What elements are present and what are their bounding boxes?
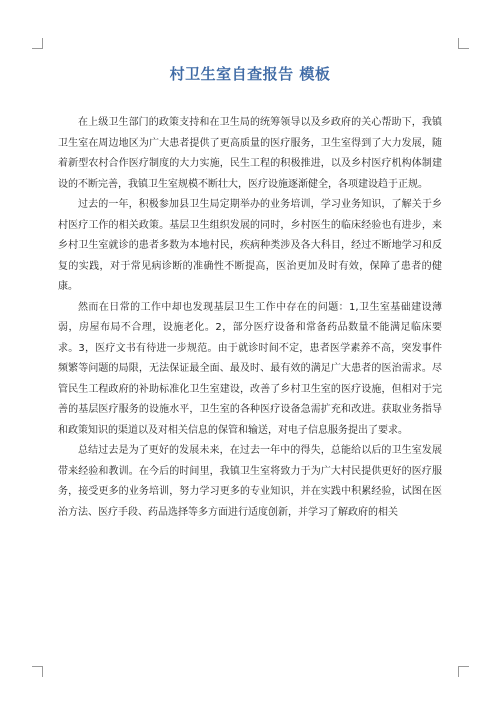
document-body <box>58 113 442 683</box>
crop-mark-bottom-right <box>458 666 469 677</box>
document-title: 村卫生室自查报告 模板 <box>169 65 331 83</box>
paragraph-3: 然而在日常的工作中却也发现基层卫生工作中存在的问题：1,卫生室基础建设薄弱，房屋布局不合理，设施老化。2，部分医疗设备和常备药品数量不能满足临床要求。3，医疗文书有待进一步规范。由于就诊时间不定，患者医学素养不高，突发事件频繁等问题的局限，无法保证最全面、最及时、最有效的满足广大患者的医治需求。尽管民生工程政府的补助标准化卫生室建设，改善了乡村卫生室的医疗设施，但相对于完善的基层医疗服务的设施水平，卫生室的各种医疗设备急需扩充和改进。获取业务指导和政策知识的渠道以及对相关信息的保管和输送，对电子信息服务提出了要求。 <box>58 301 442 436</box>
paragraph-4: 总结过去是为了更好的发展未来，在过去一年中的得失，总能给以后的卫生室发展带来经验和教训。在今后的时间里，我镇卫生室将致力于为广大村民提供更好的医疗服务，接受更多的业务培训，努力学习更多的专业知识，并在实践中积累经验，试图在医治方法、医疗手段、药品选择等多方面进行适度创新，并学习了解政府的相关 <box>58 445 442 518</box>
crop-mark-bottom-left <box>32 666 43 677</box>
crop-mark-top-right <box>458 38 469 49</box>
paragraph-2: 过去的一年，积极参加县卫生局定期举办的业务培训，学习业务知识，了解关于乡村医疗工作的相关政策。基层卫生组织发展的同时，乡村医生的临床经验也有进步，来乡村卫生室就诊的患者多数为本地村民，疾病种类涉及各大科目，经过不断地学习和反复的实践，对于常见病诊断的准确性不断提高，医治更加及时有效，保障了患者的健康。 <box>58 199 442 292</box>
paragraph-1: 在上级卫生部门的政策支持和在卫生局的统筹领导以及乡政府的关心帮助下，我镇卫生室在周边地区为广大患者提供了更高质量的医疗服务，卫生室得到了大力发展，随着新型农村合作医疗制度的大力实施，民生工程的积极推进，以及乡村医疗机构体制建设的不断完善，我镇卫生室规模不断壮大，医疗设施逐渐健全，各项建设趋于正规。 <box>58 117 442 190</box>
crop-mark-top-left <box>32 38 43 49</box>
